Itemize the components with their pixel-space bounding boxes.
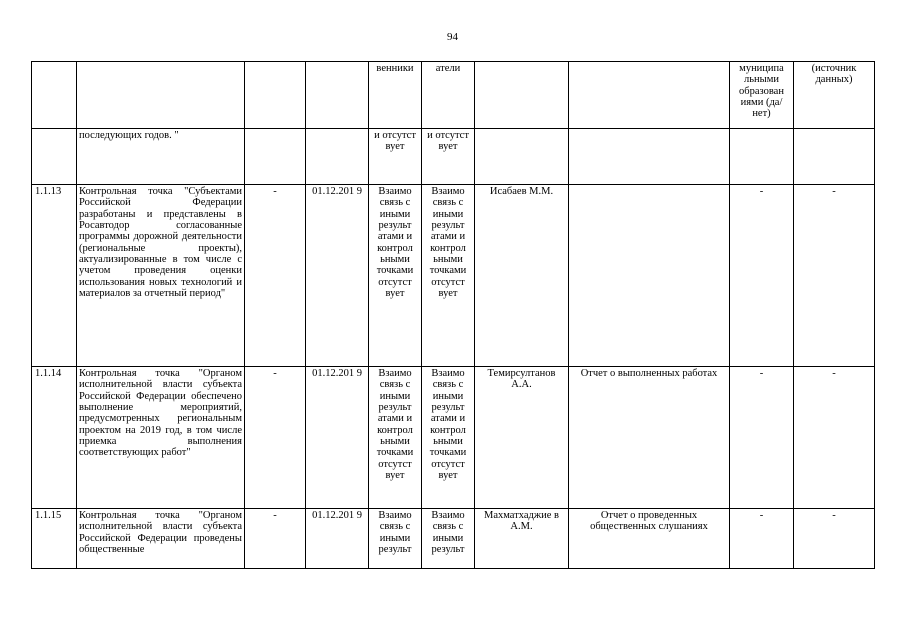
row-end-date: 01.12.201 9 <box>306 185 369 367</box>
cell-empty <box>794 129 875 185</box>
page-number: 94 <box>447 31 458 43</box>
cell-empty <box>569 62 730 129</box>
cell-empty <box>306 129 369 185</box>
row-source: - <box>794 367 875 509</box>
row-end-date: 01.12.201 9 <box>306 367 369 509</box>
cell-empty <box>475 129 569 185</box>
row-name-continuation: последующих годов. " <box>77 129 245 185</box>
row-number: 1.1.13 <box>32 185 77 367</box>
row-end-date: 01.12.201 9 <box>306 509 369 569</box>
cell-empty <box>32 129 77 185</box>
cell-empty <box>730 129 794 185</box>
row-result-document <box>569 185 730 367</box>
cell-empty <box>569 129 730 185</box>
row-relationship-col6: Взаимо связь с иными результ атами и контрол ьными точками отсутст вует <box>422 367 475 509</box>
row-municipal: - <box>730 185 794 367</box>
row-control-point-name: Контрольная точка "Органом исполнительной власти субъекта Российской Федерации проведены общественные <box>77 509 245 569</box>
row-responsible: Махматхаджие в А.М. <box>475 509 569 569</box>
row-source: - <box>794 185 875 367</box>
row-start-date: - <box>245 367 306 509</box>
row-control-point-name: Контрольная точка "Органом исполнительной власти субъекта Российской Федерации обеспечено выполнение мероприятий, предусмотренных региональным проектом на 2019 год, в том числе приемка выполнения соответствующих работ" <box>77 367 245 509</box>
row-number: 1.1.15 <box>32 509 77 569</box>
row-municipal: - <box>730 509 794 569</box>
cell-empty <box>245 129 306 185</box>
table-row <box>32 185 875 367</box>
row-relationship-col5: Взаимо связь с иными результ атами и контрол ьными точками отсутст вует <box>369 185 422 367</box>
row-result-document: Отчет о выполненных работах <box>569 367 730 509</box>
row-col5-continuation: и отсутст вует <box>369 129 422 185</box>
row-start-date: - <box>245 185 306 367</box>
header-source-text: (источник данных) <box>794 62 875 129</box>
row-number: 1.1.14 <box>32 367 77 509</box>
row-responsible: Исабаев М.М. <box>475 185 569 367</box>
cell-empty <box>77 62 245 129</box>
row-col6-continuation: и отсутст вует <box>422 129 475 185</box>
cell-empty <box>32 62 77 129</box>
row-relationship-col5: Взаимо связь с иными результ атами и контрол ьными точками отсутст вует <box>369 367 422 509</box>
row-relationship-col5: Взаимо связь с иными результ <box>369 509 422 569</box>
row-source: - <box>794 509 875 569</box>
header-col6-text: атели <box>422 62 475 129</box>
table-row <box>32 367 875 509</box>
header-col5-text: венники <box>369 62 422 129</box>
row-result-document: Отчет о проведенных общественных слушаниях <box>569 509 730 569</box>
row-control-point-name: Контрольная точка "Субъектами Российской Федерации разработаны и представлены в Росавтодор согласованные программы дорожной деятельности (региональные проекты), актуализированные в том числе с учетом проведения оценки использования новых технологий и материалов за отчетный период" <box>77 185 245 367</box>
header-municipal-text: муниципа льными образован иями (да/нет) <box>730 62 794 129</box>
row-relationship-col6: Взаимо связь с иными результ <box>422 509 475 569</box>
row-responsible: Темирсултанов А.А. <box>475 367 569 509</box>
table-header-continuation-row <box>32 62 875 129</box>
cell-empty <box>306 62 369 129</box>
plan-table <box>31 61 875 569</box>
cell-empty <box>245 62 306 129</box>
table-row <box>32 509 875 569</box>
row-municipal: - <box>730 367 794 509</box>
table-row-continuation <box>32 129 875 185</box>
row-relationship-col6: Взаимо связь с иными результ атами и контрол ьными точками отсутст вует <box>422 185 475 367</box>
cell-empty <box>475 62 569 129</box>
row-start-date: - <box>245 509 306 569</box>
